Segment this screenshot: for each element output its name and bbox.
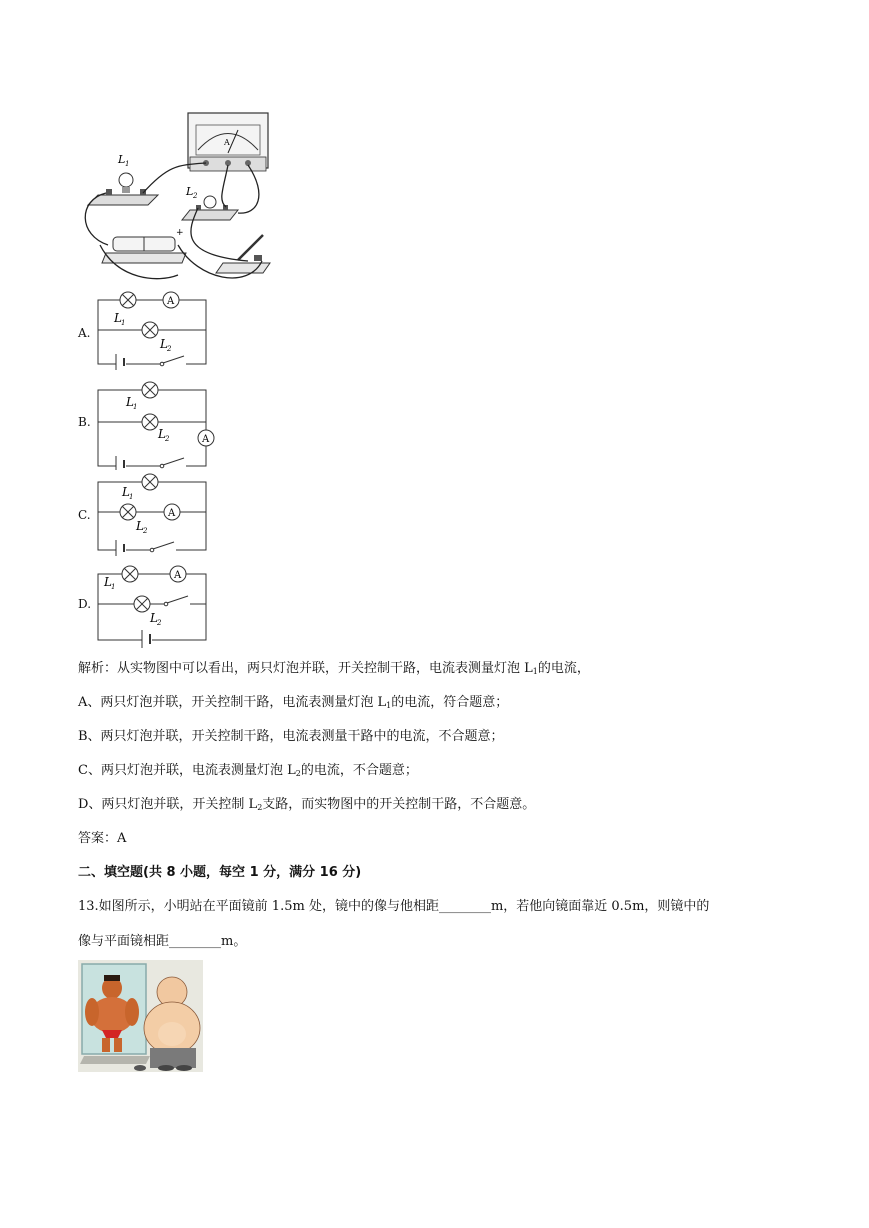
switch-symbol <box>160 458 186 470</box>
ammeter-device-label: A <box>224 138 230 147</box>
option-d-circuit <box>94 560 210 652</box>
section-title: 二、填空题(共 8 小题，每空 1 分，满分 16 分) <box>78 865 362 880</box>
switch-symbol <box>160 356 186 368</box>
svg-text:A: A <box>202 434 210 445</box>
svg-text:2: 2 <box>143 527 148 535</box>
svg-text:A: A <box>167 296 175 307</box>
analysis-option-c: C、两只灯泡并联，电流表测量灯泡 $L_2$的电流，不合题意； <box>78 763 418 778</box>
physical-lamp2-label: L <box>186 185 194 198</box>
analysis-option-b: B、两只灯泡并联，开关控制干路，电流表测量干路中的电流，不合题意； <box>78 729 504 744</box>
battery-symbol <box>116 540 126 558</box>
svg-text:L: L <box>114 311 122 325</box>
physical-lamp2-sub: 2 <box>193 192 198 200</box>
svg-text:L: L <box>158 427 166 441</box>
lamp-l2-symbol <box>142 414 158 430</box>
analysis-intro: 解析：从实物图中可以看出，两只灯泡并联，开关控制干路，电流表测量灯泡 $L_1$的电流， <box>78 661 590 676</box>
svg-text:1: 1 <box>129 493 134 501</box>
lamp-l1-symbol <box>122 566 138 582</box>
option-b-circuit <box>94 378 219 470</box>
lamp2-board <box>182 185 238 220</box>
option-a-circuit <box>94 288 210 370</box>
svg-text:2: 2 <box>167 345 172 353</box>
ammeter-symbol <box>198 430 214 446</box>
svg-text:1: 1 <box>111 583 116 591</box>
battery-plus-sign: + <box>176 228 184 238</box>
physical-circuit-figure <box>78 105 273 290</box>
lamp-l2-symbol <box>134 596 150 612</box>
switch-symbol <box>150 542 176 554</box>
battery-symbol <box>142 630 152 650</box>
lamp1-board <box>88 153 158 205</box>
question-13-line1: 13.如图所示，小明站在平面镜前 1.5m 处，镜中的像与他相距________m，若他向镜面靠近 0.5m，则镜中的 <box>78 899 710 914</box>
option-a-label: A. <box>78 326 91 340</box>
svg-text:A: A <box>168 508 176 519</box>
svg-text:2: 2 <box>165 435 170 443</box>
battery-symbol <box>116 456 126 470</box>
question-13-line2: 像与平面镜相距________m。 <box>78 934 247 949</box>
option-c-circuit <box>94 470 210 558</box>
switch-symbol <box>164 596 190 606</box>
battery-pack <box>102 228 186 263</box>
lamp-l1-symbol <box>142 474 158 490</box>
svg-text:L: L <box>126 395 134 409</box>
physical-lamp1-sub: 1 <box>125 160 130 168</box>
ammeter-symbol <box>164 504 180 520</box>
svg-text:L: L <box>122 485 130 499</box>
lamp-l2-symbol <box>142 322 158 338</box>
svg-text:1: 1 <box>133 403 138 411</box>
svg-text:L: L <box>104 575 112 589</box>
svg-text:L: L <box>150 611 158 625</box>
knife-switch <box>216 235 270 273</box>
svg-text:L: L <box>136 519 144 533</box>
svg-text:2: 2 <box>157 619 162 627</box>
battery-symbol <box>116 354 126 370</box>
option-d-label: D. <box>78 597 92 611</box>
ammeter-symbol <box>170 566 186 582</box>
physical-lamp1-label: L <box>118 153 126 166</box>
lamp-l2-symbol <box>120 504 136 520</box>
option-c-label: C. <box>78 508 91 522</box>
ammeter-device <box>188 113 268 171</box>
ammeter-symbol <box>163 292 179 308</box>
mirror-cartoon-image <box>78 960 203 1072</box>
svg-text:L: L <box>160 337 168 351</box>
lamp-l1-symbol <box>120 292 136 308</box>
lamp-l1-symbol <box>142 382 158 398</box>
analysis-option-a: A、两只灯泡并联，开关控制干路，电流表测量灯泡 $L_1$的电流，符合题意； <box>78 695 509 710</box>
analysis-option-d: D、两只灯泡并联，开关控制 $L_2$支路，而实物图中的开关控制干路，不合题意。 <box>78 797 536 812</box>
svg-text:1: 1 <box>121 319 126 327</box>
option-b-label: B. <box>78 415 91 429</box>
svg-text:A: A <box>174 570 182 581</box>
answer-line: 答案：A <box>78 831 127 846</box>
